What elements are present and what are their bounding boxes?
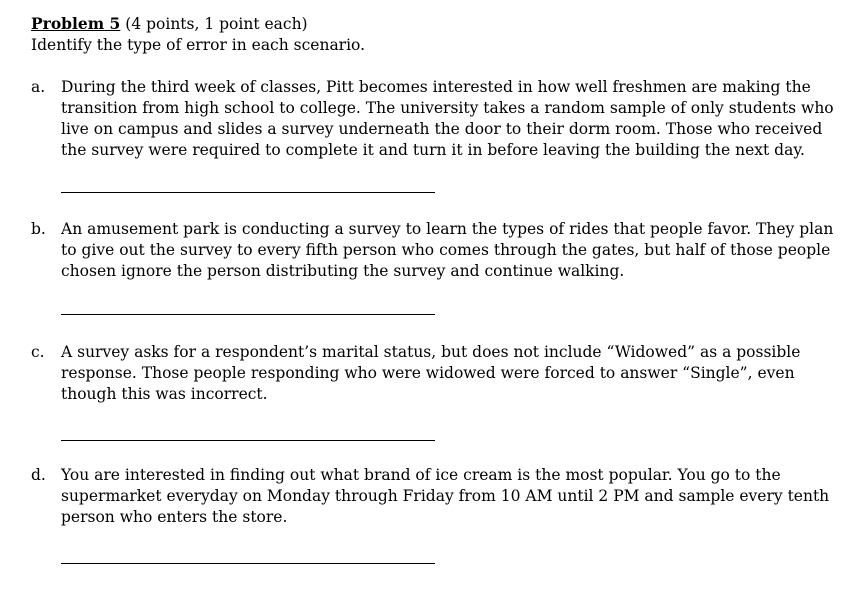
item-text: A survey asks for a respondent’s marital status, but does not include “Widowed” as a possible response. Those people responding who were widowed were forced to answer “Single”, even though this was incorrect. bbox=[61, 343, 801, 403]
item-text: An amusement park is conducting a survey to learn the types of rides that people favor. They plan to give out the survey to every fifth person who comes through the gates, but half of those people chosen ignore the person distributing the survey and continue walking. bbox=[61, 220, 834, 280]
problem-points: (4 points, 1 point each) bbox=[120, 15, 308, 33]
answer-line-b[interactable] bbox=[61, 314, 435, 315]
problem-header bbox=[31, 13, 365, 56]
item-letter: c. bbox=[31, 343, 45, 361]
item-letter: d. bbox=[31, 466, 46, 484]
problem-label: Problem 5 bbox=[31, 14, 121, 33]
answer-line-a[interactable] bbox=[61, 192, 435, 193]
problem-instructions: Identify the type of error in each scenario. bbox=[31, 36, 366, 54]
answer-line-d[interactable] bbox=[61, 563, 435, 564]
item-text: You are interested in finding out what brand of ice cream is the most popular. You go to the supermarket everyday on Monday through Friday from 10 AM until 2 PM and sample every tenth person who enters the store. bbox=[61, 466, 830, 526]
item-text: During the third week of classes, Pitt becomes interested in how well freshmen are making the transition from high school to college. The university takes a random sample of only students who live on campus and slides a survey underneath the door to their dorm room. Those who received the survey were required to complete it and turn it in before leaving the building the next day. bbox=[61, 78, 834, 159]
item-letter: a. bbox=[31, 78, 46, 96]
item-letter: b. bbox=[31, 220, 46, 238]
answer-line-c[interactable] bbox=[61, 440, 435, 441]
